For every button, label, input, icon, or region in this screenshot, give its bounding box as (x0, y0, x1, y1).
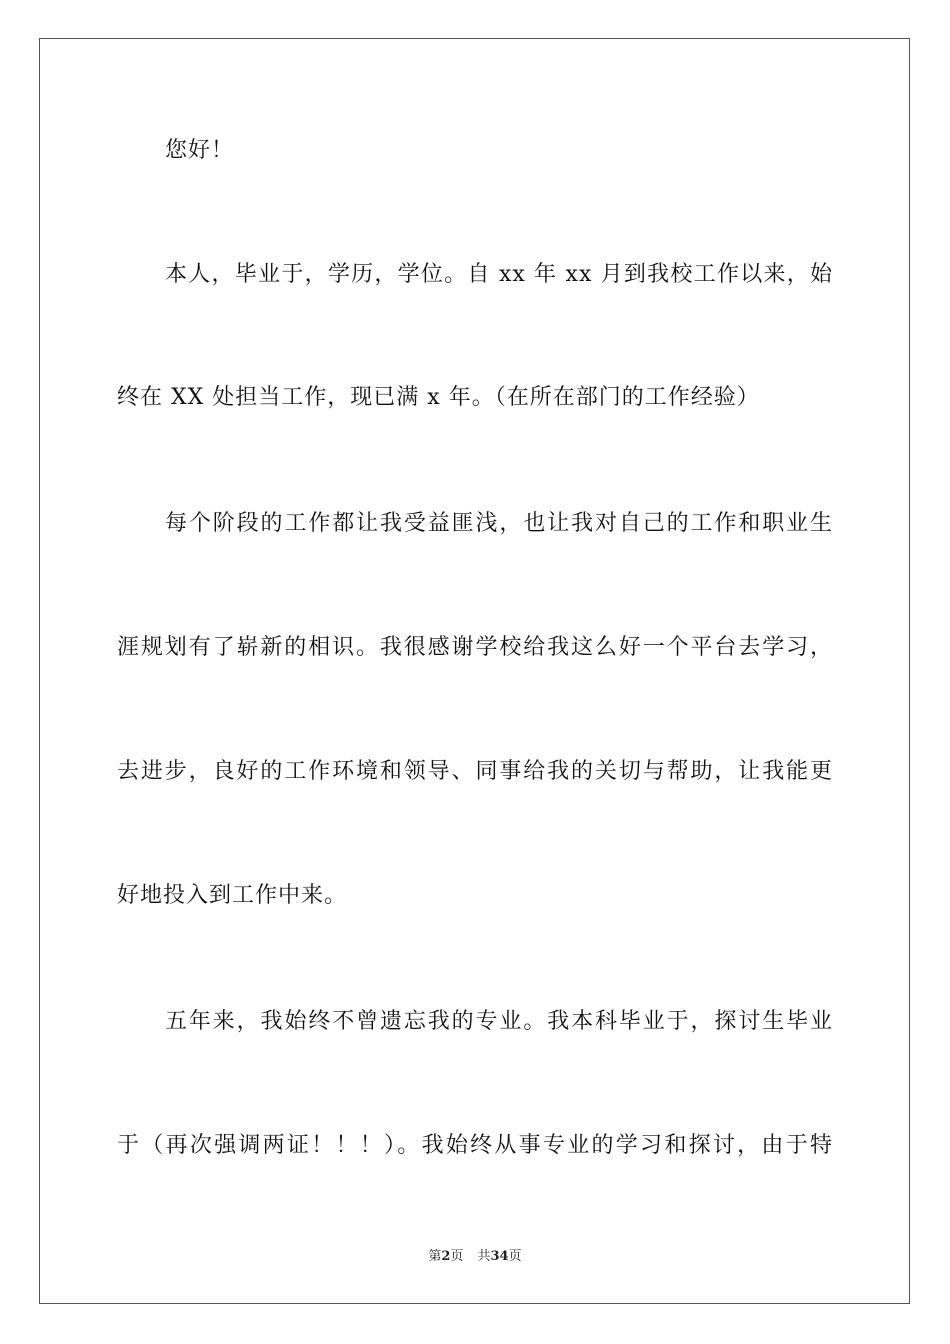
paragraph-1-line-2: 终在 XX 处担当工作，现已满 x 年。（在所在部门的工作经验） (117, 385, 760, 410)
paragraph-2-line-4: 好地投入到工作中来。 (117, 883, 348, 908)
paragraph-2-line-1: 每个阶段的工作都让我受益匪浅，也让我对自己的工作和职业生 (165, 511, 833, 536)
paragraph-3-line-1: 五年来，我始终不曾遗忘我的专业。我本科毕业于，探讨生毕业 (165, 1009, 833, 1034)
greeting-line: 您好！ (165, 138, 235, 163)
page-footer (0, 1248, 950, 1266)
page-prefix: 第 (428, 1249, 442, 1264)
page-border (39, 38, 910, 1304)
total-pages: 34 (490, 1249, 509, 1264)
paragraph-1-line-1: 本人，毕业于，学历，学位。自 xx 年 xx 月到我校工作以来，始 (165, 262, 833, 287)
page-number: 2 (441, 1249, 451, 1264)
paragraph-2-line-2: 涯规划有了崭新的相识。我很感谢学校给我这么好一个平台去学习， (117, 635, 833, 660)
page-suffix: 页 (450, 1249, 464, 1264)
total-prefix: 共 (477, 1249, 491, 1264)
paragraph-3-line-2: 于（再次强调两证！！！）。我始终从事专业的学习和探讨，由于特 (117, 1133, 833, 1158)
paragraph-2-line-3: 去进步，良好的工作环境和领导、同事给我的关切与帮助，让我能更 (117, 759, 833, 784)
total-suffix: 页 (508, 1249, 522, 1264)
